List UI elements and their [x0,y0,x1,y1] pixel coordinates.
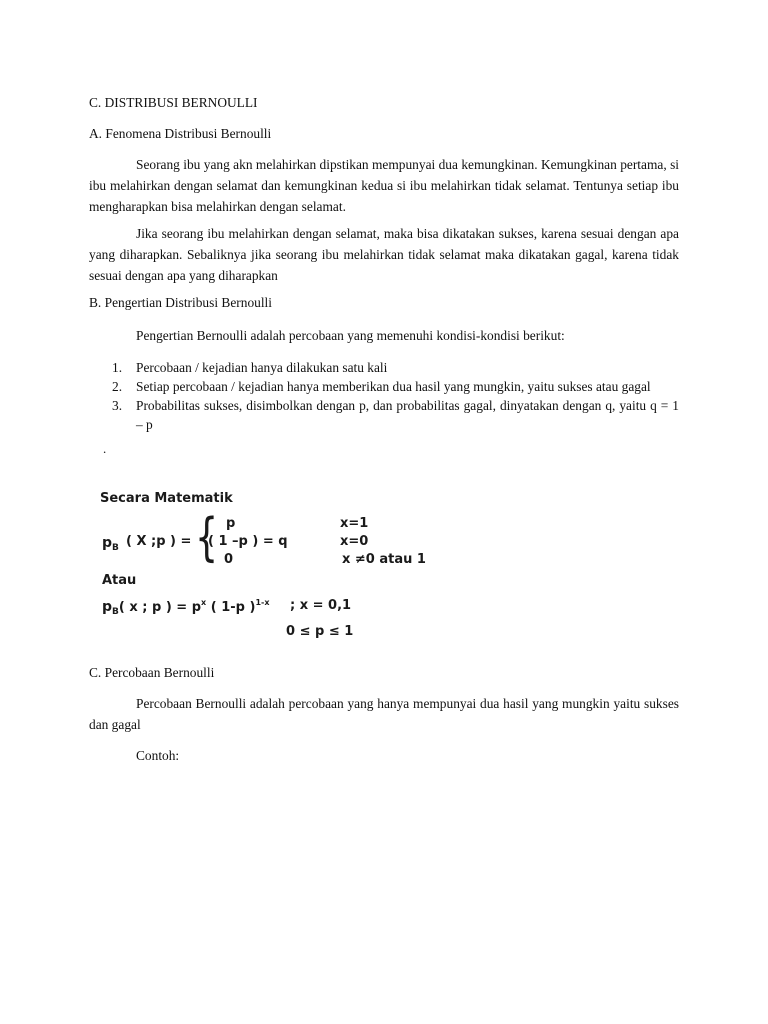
formula-case-1-value: p [226,516,236,531]
formula-image [100,488,440,648]
contoh-label: Contoh: [136,748,180,763]
formula-case-3-condition: x ≠0 atau 1 [342,552,426,567]
formula-case-2-condition: x=0 [340,534,369,549]
formula-alternative-condition: ; x = 0,1 [290,598,352,613]
section-a-heading: A. Fenomena Distribusi Bernoulli [89,126,272,141]
formula-alternative: $p_B$( x ; p ) = $p^x$ ( 1-p )$^{1-x}$ [102,598,270,617]
formula-lhs-args: ( X ;p ) = [126,534,192,549]
conditions-list [89,358,679,434]
section-a-paragraph-2: Jika seorang ibu melahirkan dengan selamat, maka bisa dikatakan sukses, karena sesuai dengan apa yang diharapkan. Sebaliknya jika seorang ibu melahirkan tidak selamat maka dikatakan gagal, karena tidak sesuai dengan apa yang diharapkan [89,226,679,283]
formula-atau: Atau [102,573,137,588]
section-b-heading: B. Pengertian Distribusi Bernoulli [89,295,272,310]
document-title: C. DISTRIBUSI BERNOULLI [89,95,258,110]
list-item: 1. Percobaan / kejadian hanya dilakukan satu kali [112,360,388,375]
section-b-intro: Pengertian Bernoulli adalah percobaan yang memenuhi kondisi-kondisi berikut: [136,328,565,343]
formula-range: 0 ≤ p ≤ 1 [286,624,354,639]
list-item: 2. Setiap percobaan / kejadian hanya memberikan dua hasil yang mungkin, yaitu sukses atau gagal [112,379,651,394]
stray-mark: . [103,441,107,456]
section-c-paragraph: Percobaan Bernoulli adalah percobaan yang hanya mempunyai dua hasil yang mungkin yaitu sukses dan gagal [89,696,679,732]
formula-brace: { [195,508,219,568]
list-item: 3. Probabilitas sukses, disimbolkan dengan p, dan probabilitas gagal, dinyatakan dengan q, yaitu q = 1 – p [112,398,679,432]
section-c-heading: C. Percobaan Bernoulli [89,665,215,680]
formula-case-1-condition: x=1 [340,516,369,531]
section-a-paragraph-1: Seorang ibu yang akn melahirkan dipstikan mempunyai dua kemungkinan. Kemungkinan pertama, si ibu melahirkan dengan selamat dan kemungkinan kedua si ibu melahirkan tidak selamat. Tentunya setiap ibu mengharapkan bisa melahirkan dengan selamat. [89,157,679,214]
formula-title: Secara Matematik [100,491,233,506]
formula-case-2-value: ( 1 –p ) = q [208,534,288,549]
formula-case-3-value: 0 [224,552,234,567]
formula-lhs: $p_B$ [102,535,119,553]
